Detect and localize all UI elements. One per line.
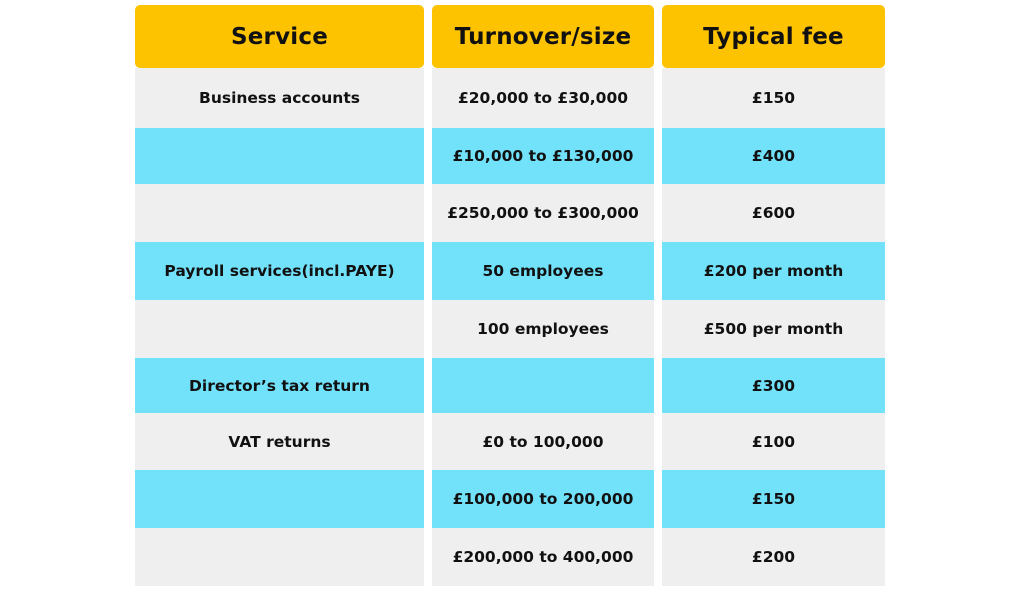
cell-fee-4: £500 per month — [662, 300, 885, 358]
cell-fee-0: £150 — [662, 68, 885, 128]
service-column — [135, 5, 424, 586]
cell-fee-3: £200 per month — [662, 242, 885, 300]
cell-fee-8: £200 — [662, 528, 885, 586]
cell-turnover-7: £100,000 to 200,000 — [432, 470, 654, 528]
header-fee: Typical fee — [662, 5, 885, 68]
cell-turnover-4: 100 employees — [432, 300, 654, 358]
cell-turnover-5 — [432, 358, 654, 413]
cell-fee-5: £300 — [662, 358, 885, 413]
cell-service-5: Director’s tax return — [135, 358, 424, 413]
cell-turnover-8: £200,000 to 400,000 — [432, 528, 654, 586]
cell-turnover-0: £20,000 to £30,000 — [432, 68, 654, 128]
cell-fee-2: £600 — [662, 184, 885, 242]
cell-turnover-6: £0 to 100,000 — [432, 413, 654, 470]
fee-column — [662, 5, 885, 586]
header-turnover: Turnover/size — [432, 5, 654, 68]
cell-turnover-1: £10,000 to £130,000 — [432, 128, 654, 184]
cell-service-4 — [135, 300, 424, 358]
cell-service-7 — [135, 470, 424, 528]
cell-turnover-3: 50 employees — [432, 242, 654, 300]
cell-service-3: Payroll services(incl.PAYE) — [135, 242, 424, 300]
cell-service-1 — [135, 128, 424, 184]
cell-service-8 — [135, 528, 424, 586]
cell-fee-7: £150 — [662, 470, 885, 528]
turnover-column — [432, 5, 654, 586]
cell-fee-1: £400 — [662, 128, 885, 184]
cell-turnover-2: £250,000 to £300,000 — [432, 184, 654, 242]
cell-service-0: Business accounts — [135, 68, 424, 128]
cell-service-6: VAT returns — [135, 413, 424, 470]
cell-fee-6: £100 — [662, 413, 885, 470]
cell-service-2 — [135, 184, 424, 242]
header-service: Service — [135, 5, 424, 68]
